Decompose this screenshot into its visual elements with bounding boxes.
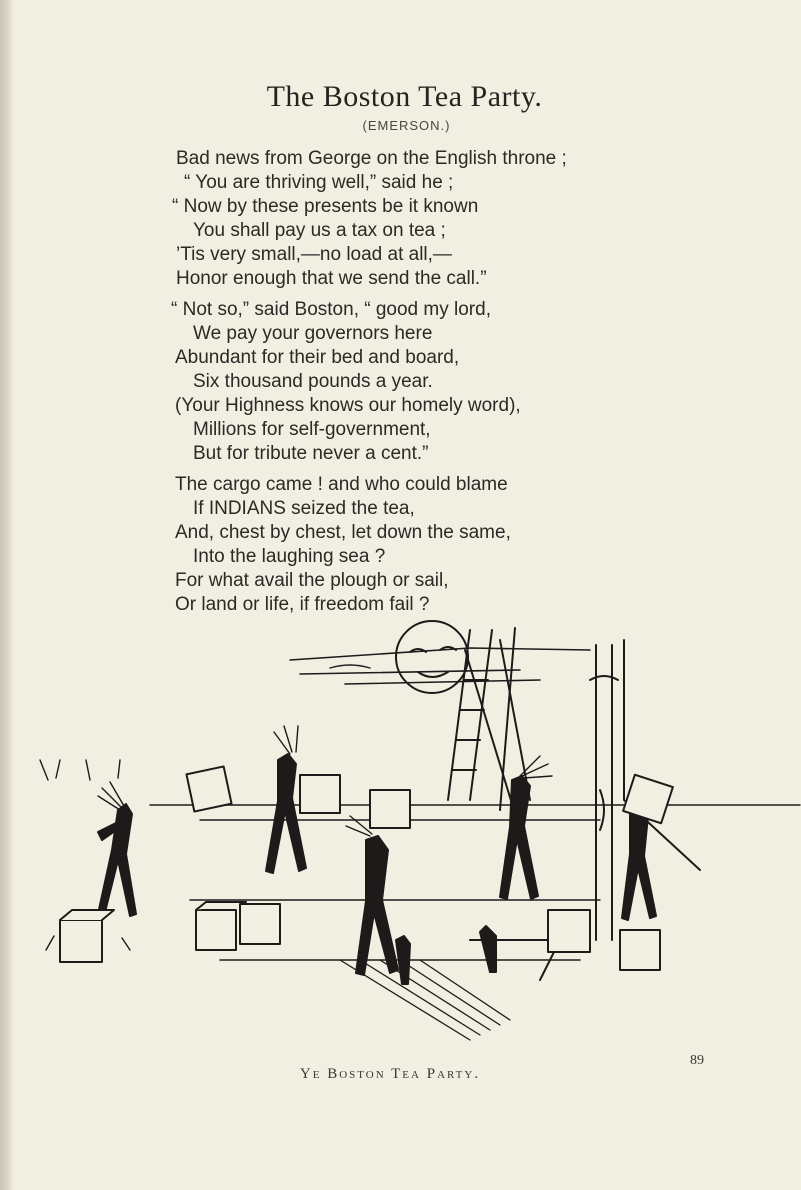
page-number: 89 [690, 1053, 704, 1068]
tea-party-illustration [0, 610, 801, 1060]
poem-line: “ Not so,” said Boston, “ good my lord, [171, 299, 491, 320]
poem-line: Or land or life, if freedom fail ? [175, 594, 430, 615]
illustration-caption: Ye Boston Tea Party. [299, 1066, 481, 1082]
poem-line: (Your Highness knows our homely word), [175, 395, 521, 416]
poem-line: “ Now by these presents be it known [172, 196, 479, 217]
moon-and-clouds [290, 621, 590, 693]
poem-line: Into the laughing sea ? [193, 546, 386, 567]
poem-line: Honor enough that we send the call.” [176, 268, 487, 289]
poem-line: If INDIANS seized the tea, [193, 498, 415, 519]
poem-line: ’Tis very small,—no load at all,— [176, 244, 452, 265]
poem-line: For what avail the plough or sail, [175, 570, 449, 591]
poem-line: “ You are thriving well,” said he ; [184, 172, 454, 193]
poem-line: Bad news from George on the English throne ; [176, 148, 567, 169]
poem-line: And, chest by chest, let down the same, [175, 522, 511, 543]
poem-author: (EMERSON.) [362, 118, 451, 133]
poem-line: Millions for self-government, [193, 419, 431, 440]
poem-line: We pay your governors here [193, 323, 433, 344]
poem-line: The cargo came ! and who could blame [175, 474, 508, 495]
poem-line: But for tribute never a cent.” [193, 443, 429, 464]
poem-line: Six thousand pounds a year. [193, 371, 433, 392]
poem-title: The Boston Tea Party. [266, 80, 543, 113]
poem-line: Abundant for their bed and board, [175, 347, 460, 368]
poem-line: You shall pay us a tax on tea ; [193, 220, 446, 241]
